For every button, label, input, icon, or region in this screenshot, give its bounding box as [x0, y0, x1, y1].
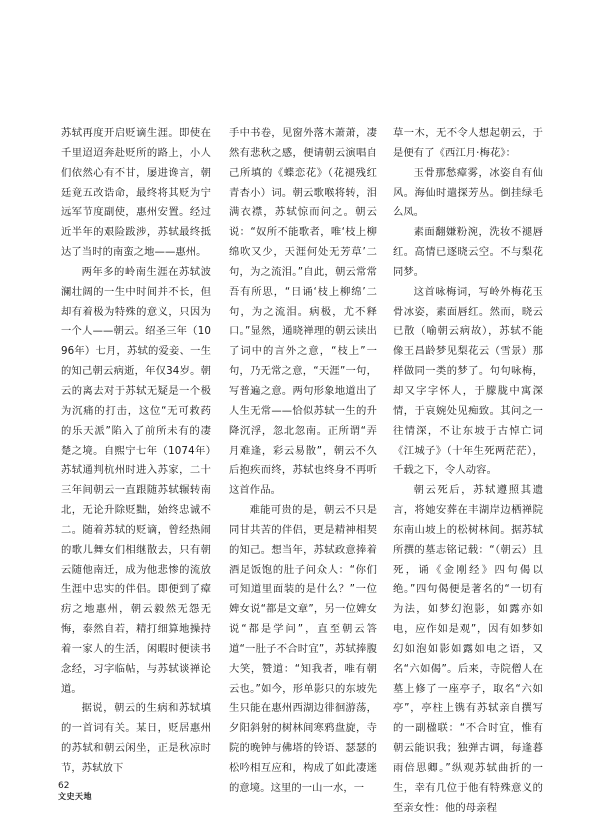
text-column-1 — [61, 124, 211, 779]
paragraph: 这首咏梅词，写岭外梅花玉骨冰姿，素面唇红。然而，晓云已散（喻朝云病故），苏轼不能像王昌龄梦见梨花云（雪景）那样做同一类的梦了。句句咏梅，却又字字怀人，于朦胧中寓深情，于哀婉处见痴致。其问之一往情深，不让东坡于古悼亡词《江城子》（十年生死两茫茫），千载之下，令人动容。 — [393, 285, 543, 477]
magazine-name: 文史天地 — [58, 791, 92, 801]
paragraph: 朝云死后，苏轼遵照其遗言，将她安葬在丰湖岸边栖禅院东南山坡上的松树林间。据苏轼所撰的墓志铭记载：“（朝云）且死，诵《金刚经》四句偈以绝。”四句偈便是著名的“一切有为法，如梦幻泡影，如露亦如电，应作如是观”，因有如梦如幻如泡如影如露如电之语，又名“六如偈”。后来，寺院僧人在墓上修了一座亭子，取名“六如亭”，亭柱上镌有苏轼亲自撰写的一副楹联：“不合时宜，惟有朝云能识我；独弹古调，每逢暮雨倍思卿。”纵观苏轼曲折的一生，幸有几位于他有特殊意义的至亲女性：他的母亲程 — [393, 484, 543, 814]
text-column-2 — [229, 124, 377, 799]
text-column-3 — [393, 124, 543, 819]
paragraph: 手中书卷，见窗外落木萧萧，凄然有悲秋之感，便请朝云演唱自己所填的《蝶恋花》（花褪残红青杏小）词。朝云歌喉将转，泪满衣襟，苏轼惊而问之。朝云说：“奴所不能歌者，唯‘枝上柳绵吹又少，天涯何处无芳草’二句，为之流泪。”自此，朝云常常吾有所思，“日诵‘枝上柳绵’二句，为之流泪。病极，尤不释口。”显然，通晓禅理的朝云读出了词中的言外之意，“枝上”一句，乃无常之意，“天涯”一句，写普遍之意。两句形象地道出了人生无常——恰似苏轼一生的升降沉浮，忽北忽南。正所谓“弄月难逢，彩云易散”，朝云不久后抱疾而终，苏轼也终身不再听这首作品。 — [229, 127, 377, 497]
paragraph: 苏轼再度开启贬谪生涯。即使在千里迢迢奔赴贬所的路上，小人们依然心有不甘，屡进谗言，朝廷竟五改诰命，最终将其贬为宁远军节度副使，惠州安置。经过近半年的艰险跋涉，苏轼最终抵达了当时的南蛮之地——惠州。 — [61, 127, 211, 259]
paragraph: 难能可贵的是，朝云不只是同甘共苦的伴侣，更是精神相契的知己。想当年，苏轼政意捧着酒足饭饱的肚子问众人：“你们可知道里面装的是什么？”一位婢女说“都是文章”，另一位婢女说“都是学问”，直至朝云答道“一肚子不合时宜”，苏轼捧腹大笑，赞道：“知我者，唯有朝云也。”如今，形单影只的东坡先生只能在惠州西湖边徘徊游荡，夕阳斜射的树林间寒鸦盘旋，寺院的晚钟与佛塔的铃语、瑟瑟的松吟相互应和，构成了如此凄迷的意境。这里的一山一水，一 — [229, 504, 377, 794]
paragraph: 两年多的岭南生涯在苏轼波澜壮阔的一生中时间并不长，但却有着极为特殊的意义，只因为一个人——朝云。绍圣三年（1096年）七月，苏轼的爱妾、一生的知己朝云病逝，年仅34岁。朝云的离去对于苏轼无疑是一个极为沉痛的打击，这位“无可救药的乐天派”陷入了前所未有的凄楚之境。自熙宁七年（1074年）苏轼通判杭州时进入苏家，二十三年间朝云一直跟随苏轼辗转南北，无论升除贬黜，始终忠诚不二。随着苏轼的贬谪，曾经热闹的歌儿舞女们相继散去，只有朝云随他南迁，成为他悲惨的流放生涯中忠实的伴侣。即便到了瘴疠之地惠州，朝云毅然无怨无悔，泰然自若，精打细算地操持着一家人的生活，闲暇时便读书念经，习字临帖，与苏轼谈禅论道。 — [61, 265, 211, 695]
page-number: 62 — [58, 781, 70, 791]
poem-stanza: 素面翻嫌粉涴，洗妆不褪唇红。高情已逐晓云空。不与梨花同梦。 — [393, 226, 543, 278]
poem-stanza: 玉骨那愁瘴雾，冰姿自有仙风。海仙时遣探芳丛。倒挂绿毛么凤。 — [393, 166, 543, 219]
paragraph: 草一木，无不令人想起朝云，于是便有了《西江月·梅花》： — [393, 127, 543, 159]
paragraph: 据说，朝云的生病和苏轼填的一首词有关。某日，贬居惠州的苏轼和朝云闲坐，正是秋凉时节，苏轼放下 — [61, 702, 211, 774]
